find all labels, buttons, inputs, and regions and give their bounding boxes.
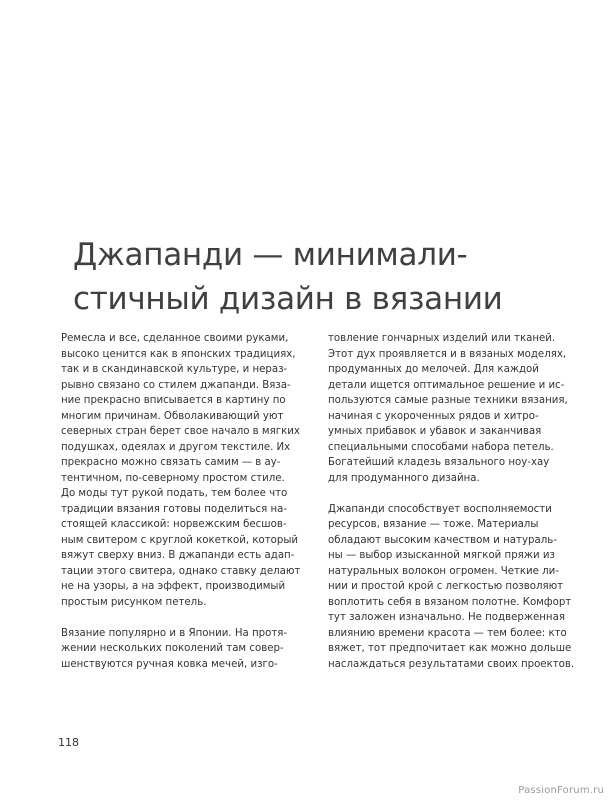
body-paragraph bbox=[328, 331, 578, 486]
body-paragraph bbox=[328, 502, 578, 673]
text-line: так и в скандинавской культуре, и нераз- bbox=[61, 364, 288, 375]
text-line: рывно связано со стилем джапанди. Вяза- bbox=[61, 379, 291, 391]
text-line: ресурсов, вязание — тоже. Материалы bbox=[328, 519, 539, 530]
text-line: простым рисунком петель. bbox=[61, 596, 207, 608]
text-line: Ремесла и все, сделанное своими руками, bbox=[61, 333, 289, 344]
title-line: стичный дизайн в вязании bbox=[73, 281, 503, 317]
text-line: высоко ценится как в японских традициях, bbox=[61, 348, 296, 360]
text-line: До моды тут рукой подать, тем более что bbox=[61, 488, 288, 499]
text-line: обладают высоким качеством и натураль- bbox=[328, 534, 557, 546]
text-line: ным свитером с круглой кокеткой, который bbox=[61, 534, 299, 546]
text-line: продуманных до мелочей. Для каждой bbox=[328, 364, 539, 375]
text-line: прекрасно можно связать самим — в ау- bbox=[61, 457, 281, 468]
text-line: пользуются самые разные техники вязания, bbox=[328, 395, 568, 406]
text-line: вяжет, тот предпочитает как можно дольше bbox=[328, 643, 572, 654]
text-line: Вязание популярно и в Японии. На протя- bbox=[61, 627, 288, 639]
page-number: 118 bbox=[58, 736, 79, 749]
text-line: стоящей классикой: норвежским бесшов- bbox=[61, 519, 287, 530]
text-line: Богатейший кладезь вязального ноу-хау bbox=[328, 457, 550, 468]
title-line: Джапанди — минимали- bbox=[73, 237, 468, 273]
text-line: детали ищется оптимальное решение и ис- bbox=[328, 379, 565, 391]
text-line: тации этого свитера, однако ставку делают bbox=[61, 565, 301, 577]
text-line: северных стран берет свое начало в мягких bbox=[61, 426, 300, 437]
text-line: не на узоры, а на эффект, производимый bbox=[61, 581, 286, 592]
text-line: тентичном, по-северному простом стиле. bbox=[61, 472, 285, 484]
body-paragraph bbox=[61, 331, 306, 610]
body-paragraph bbox=[61, 626, 306, 673]
text-line: влиянию времени красота — тем более: кто bbox=[328, 627, 567, 639]
text-line: жении нескольких поколений там совер- bbox=[61, 643, 284, 654]
text-line: наслаждаться результатами своих проектов. bbox=[328, 658, 575, 670]
text-line: Этот дух проявляется и в вязаных моделях, bbox=[328, 348, 567, 360]
text-line: вяжут сверху вниз. В джапанди есть адап- bbox=[61, 550, 295, 561]
text-line: умных прибавок и убавок и заканчивая bbox=[328, 426, 542, 437]
right-column bbox=[328, 331, 578, 688]
text-line: тут заложен изначально. Не подверженная bbox=[328, 612, 565, 623]
watermark: PassionForum.ru bbox=[518, 785, 604, 796]
left-column bbox=[61, 331, 306, 688]
text-line: ны — выбор изысканной мягкой пряжи из bbox=[328, 550, 555, 561]
text-line: многим причинам. Обволакивающий уют bbox=[61, 410, 284, 422]
text-line: нии и простой крой с легкостью позволяют bbox=[328, 581, 564, 592]
text-line: для продуманного дизайна. bbox=[328, 472, 480, 484]
text-line: традиции вязания готовы поделиться на- bbox=[61, 503, 288, 515]
text-line: специальными способами набора петель. bbox=[328, 441, 554, 453]
text-line: начиная с укороченных рядов и хитро- bbox=[328, 410, 539, 422]
text-line: ние прекрасно вписывается в картину по bbox=[61, 395, 286, 406]
text-line: шенствуются ручная ковка мечей, изго- bbox=[61, 658, 278, 670]
text-line: Джапанди способствует восполняемости bbox=[328, 503, 552, 515]
text-line: натуральных волокон огромен. Четкие ли- bbox=[328, 565, 559, 577]
text-line: подушках, одеялах и другом текстиле. Их bbox=[61, 441, 291, 453]
text-line: воплотить себя в вязаном полотне. Комфорт bbox=[328, 596, 572, 608]
text-line: товление гончарных изделий или тканей. bbox=[328, 333, 556, 344]
article-title bbox=[73, 233, 583, 321]
